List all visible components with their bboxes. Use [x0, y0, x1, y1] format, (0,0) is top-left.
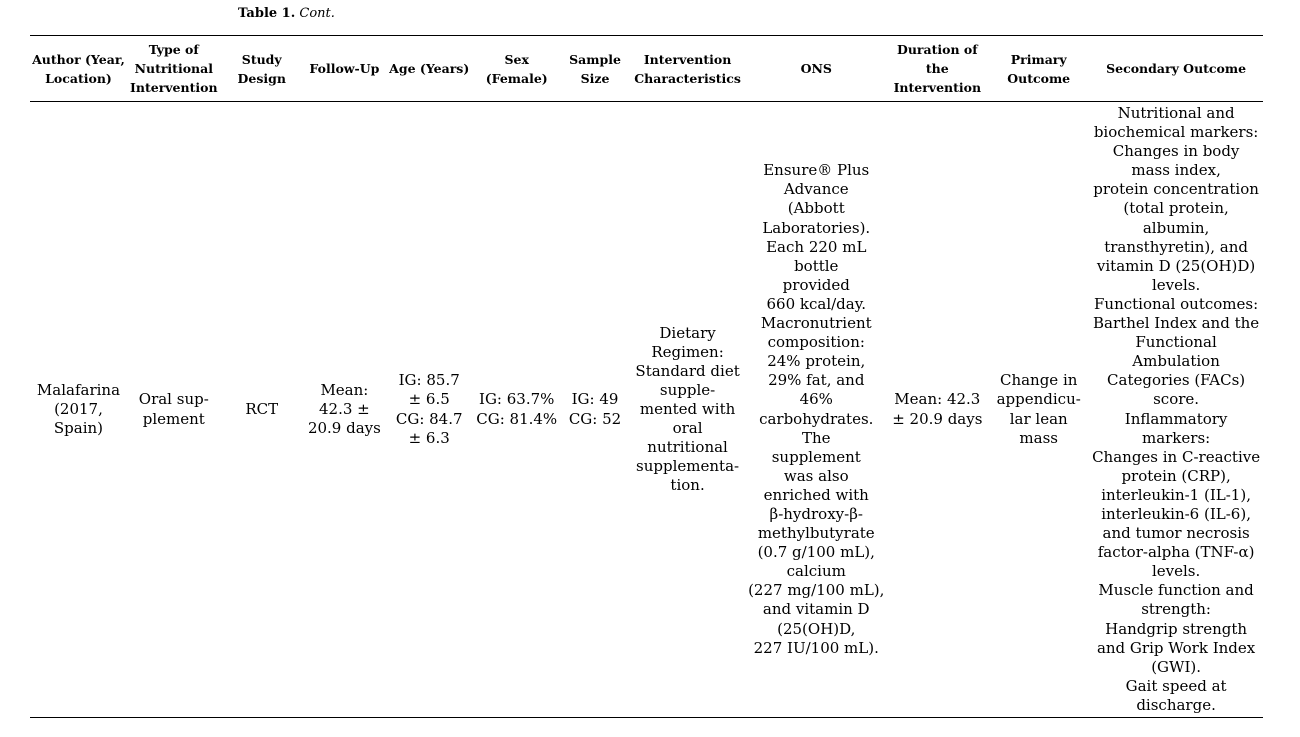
- text-line: Mean: 42.3: [894, 390, 981, 409]
- text-line: calcium: [786, 562, 846, 581]
- text-line: Mean:: [320, 380, 369, 399]
- text-line: Change in: [999, 371, 1078, 390]
- header-sex: [473, 36, 561, 102]
- text-line: 46%: [799, 390, 833, 409]
- text-line: Spain): [53, 419, 104, 438]
- header-design: [221, 36, 303, 102]
- text-line: ± 6.3: [408, 428, 450, 447]
- text-line: ± 20.9 days: [892, 409, 983, 428]
- header-sample: [561, 36, 629, 102]
- text-line: Functional: [1135, 333, 1217, 352]
- text-line: Intervention: [893, 80, 982, 95]
- text-line: factor-alpha (TNF-α): [1097, 543, 1255, 562]
- text-line: Advance: [783, 180, 849, 199]
- text-line: Type of: [148, 42, 199, 57]
- text-line: levels.: [1151, 275, 1201, 294]
- text-line: 24% protein,: [767, 352, 866, 371]
- text-line: mass: [1019, 428, 1058, 447]
- header-ons: [746, 36, 886, 102]
- cell-secondary: [1089, 102, 1263, 718]
- text-line: tion.: [670, 476, 705, 495]
- text-line: IG: 85.7: [398, 371, 460, 390]
- header-type: [127, 36, 221, 102]
- text-line: CG: 52: [568, 409, 622, 428]
- header-intervention: [629, 36, 746, 102]
- text-line: Standard diet: [635, 361, 740, 380]
- text-line: Nutritional: [134, 61, 213, 76]
- text-line: Design: [237, 70, 286, 86]
- text-line: Oral sup-: [138, 390, 209, 409]
- text-line: protein concentration: [1093, 180, 1259, 199]
- text-line: interleukin-1 (IL-1),: [1101, 485, 1251, 504]
- text-line: score.: [1153, 390, 1200, 409]
- text-line: supplementa-: [636, 457, 740, 476]
- text-line: supplement: [771, 447, 861, 466]
- text-line: Categories (FACs): [1107, 371, 1246, 390]
- text-line: (2017,: [54, 399, 103, 418]
- text-line: (Female): [485, 70, 548, 86]
- text-line: Sex: [504, 51, 529, 67]
- header-author: [30, 36, 127, 102]
- text-line: 20.9 days: [307, 419, 381, 438]
- header-age: [386, 36, 473, 102]
- text-line: Primary: [1010, 51, 1067, 67]
- text-line: (total protein,: [1123, 199, 1229, 218]
- text-line: CG: 84.7: [395, 409, 463, 428]
- text-line: markers:: [1141, 428, 1211, 447]
- cell-sex: [473, 102, 561, 718]
- text-line: Location): [45, 70, 112, 86]
- text-line: albumin,: [1142, 218, 1210, 237]
- text-line: biochemical markers:: [1093, 123, 1259, 142]
- text-line: oral: [672, 419, 703, 438]
- cell-sample: [561, 102, 629, 718]
- text-line: mented with: [639, 399, 736, 418]
- cell-followup: [303, 102, 386, 718]
- text-line: the: [925, 61, 949, 76]
- text-line: ONS: [800, 61, 832, 76]
- text-line: transthyretin), and: [1104, 237, 1248, 256]
- text-line: Changes in C-reactive: [1092, 447, 1261, 466]
- text-line: mass index,: [1131, 161, 1221, 180]
- text-line: Each 220 mL: [766, 237, 867, 256]
- text-line: IG: 63.7%: [479, 390, 555, 409]
- text-line: carbohydrates.: [759, 409, 874, 428]
- text-line: Follow-Up: [309, 61, 380, 76]
- table-caption-cont: Cont.: [299, 6, 335, 21]
- text-line: Ambulation: [1132, 352, 1220, 371]
- text-line: Duration of: [897, 42, 978, 57]
- text-line: lar lean: [1009, 409, 1068, 428]
- text-line: ± 6.5: [408, 390, 450, 409]
- table-row: [30, 102, 1263, 718]
- text-line: provided: [782, 275, 850, 294]
- study-table: [30, 35, 1263, 718]
- text-line: (25(OH)D,: [777, 619, 856, 638]
- text-line: Dietary: [659, 323, 716, 342]
- text-line: Intervention: [130, 80, 218, 95]
- text-line: protein (CRP),: [1121, 466, 1231, 485]
- text-line: Sample: [569, 51, 621, 67]
- text-line: (GWI).: [1151, 657, 1201, 676]
- header-row: [30, 36, 1263, 102]
- text-line: and Grip Work Index: [1096, 638, 1256, 657]
- text-line: Gait speed at: [1125, 676, 1227, 695]
- text-line: Changes in body: [1112, 142, 1240, 161]
- table-caption-label: Table 1.: [238, 6, 296, 21]
- header-followup: [303, 36, 386, 102]
- header-secondary: [1089, 36, 1263, 102]
- text-line: supple-: [659, 380, 716, 399]
- text-line: (0.7 g/100 mL),: [757, 543, 875, 562]
- text-line: Macronutrient: [760, 314, 872, 333]
- text-line: 29% fat, and: [768, 371, 865, 390]
- text-line: interleukin-6 (IL-6),: [1101, 504, 1251, 523]
- text-line: Muscle function and: [1098, 581, 1254, 600]
- text-line: Nutritional and: [1117, 104, 1235, 122]
- text-line: 42.3 ±: [319, 399, 370, 418]
- text-line: Regimen:: [651, 342, 724, 361]
- cell-ons: [746, 102, 886, 718]
- text-line: Ensure® Plus: [763, 161, 870, 180]
- text-line: 227 IU/100 mL).: [753, 638, 879, 657]
- text-line: (Abbott: [787, 199, 845, 218]
- text-line: Inflammatory: [1124, 409, 1228, 428]
- text-line: (227 mg/100 mL),: [748, 581, 885, 600]
- text-line: β-hydroxy-β-: [769, 504, 863, 523]
- text-line: Functional outcomes:: [1094, 294, 1259, 313]
- text-line: Author (Year,: [32, 51, 125, 67]
- text-line: CG: 81.4%: [476, 409, 558, 428]
- text-line: Outcome: [1007, 70, 1071, 86]
- cell-primary: [988, 102, 1089, 718]
- text-line: and vitamin D: [762, 600, 870, 619]
- text-line: Malafarina: [36, 380, 121, 399]
- text-line: composition:: [767, 333, 865, 352]
- text-line: bottle: [794, 256, 839, 275]
- text-line: Laboratories).: [762, 218, 871, 237]
- text-line: vitamin D (25(OH)D): [1096, 256, 1256, 275]
- header-primary: [988, 36, 1089, 102]
- text-line: discharge.: [1136, 695, 1216, 714]
- text-line: Study: [241, 51, 282, 67]
- text-line: and tumor necrosis: [1102, 524, 1250, 543]
- text-line: nutritional: [647, 438, 728, 457]
- cell-type: [127, 102, 221, 718]
- text-line: 660 kcal/day.: [766, 294, 866, 313]
- text-line: methylbutyrate: [757, 524, 875, 543]
- text-line: plement: [142, 409, 205, 428]
- text-line: Secondary Outcome: [1106, 61, 1247, 76]
- cell-author: [30, 102, 127, 718]
- cell-duration: [886, 102, 988, 718]
- text-line: strength:: [1141, 600, 1211, 619]
- table-caption: [238, 6, 335, 21]
- cell-age: [386, 102, 473, 718]
- text-line: IG: 49: [571, 390, 619, 409]
- header-duration: [886, 36, 988, 102]
- cell-design: [221, 102, 303, 718]
- text-line: Age (Years): [389, 61, 470, 76]
- text-line: levels.: [1151, 562, 1201, 581]
- text-line: appendicu-: [996, 390, 1081, 409]
- text-line: enriched with: [763, 485, 869, 504]
- text-line: The: [801, 428, 831, 447]
- text-line: was also: [783, 466, 849, 485]
- text-line: Handgrip strength: [1105, 619, 1248, 638]
- text-line: Characteristics: [634, 70, 741, 86]
- text-line: Barthel Index and the: [1093, 314, 1260, 333]
- text-line: Size: [580, 70, 610, 86]
- text-line: RCT: [245, 399, 279, 418]
- text-line: Intervention: [643, 51, 732, 67]
- cell-intervention: [629, 102, 746, 718]
